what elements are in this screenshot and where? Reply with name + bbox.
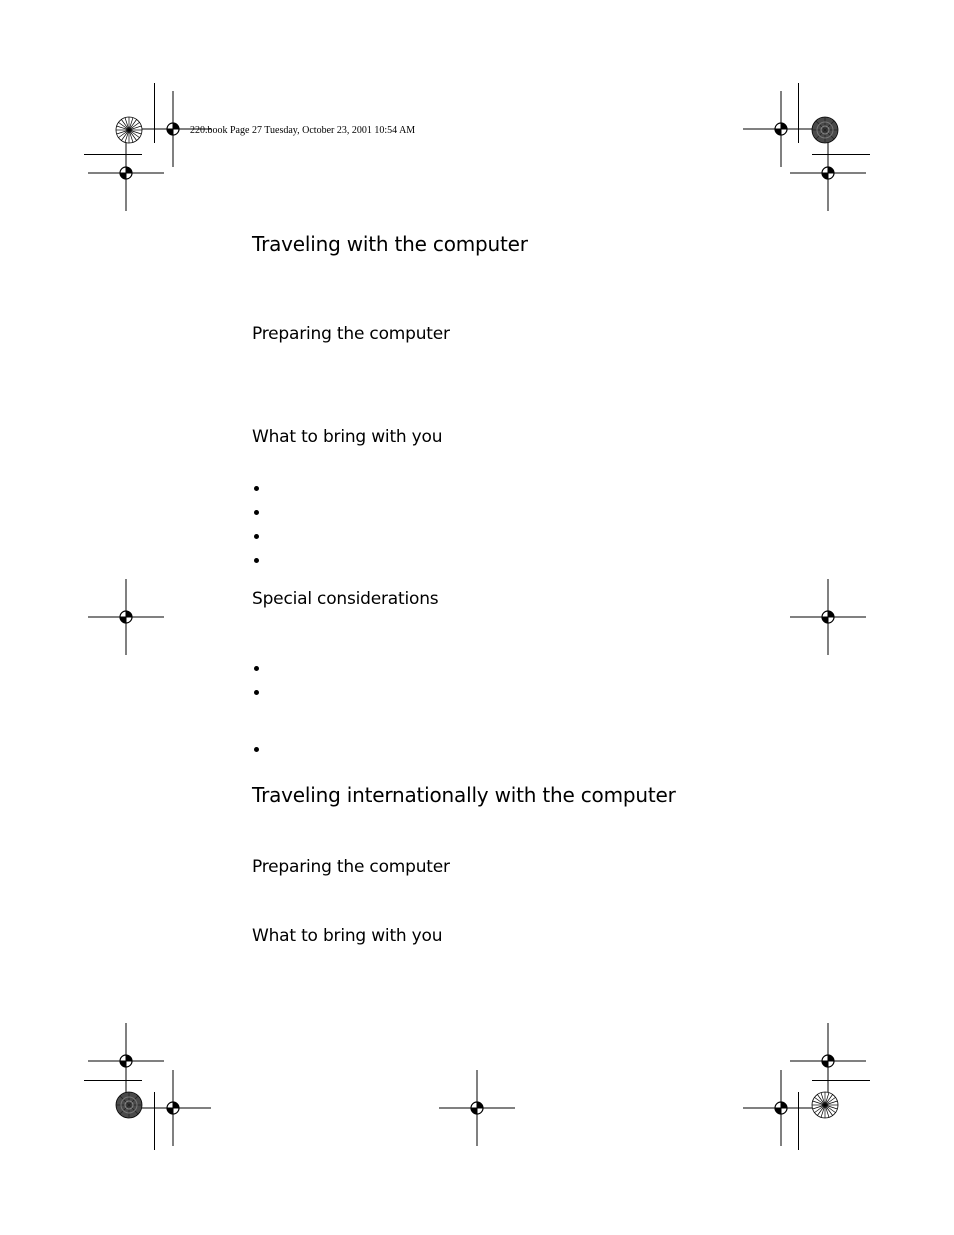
subsection-heading: Preparing the computer bbox=[252, 324, 450, 344]
bullet-marker bbox=[252, 480, 260, 496]
subsection-heading: What to bring with you bbox=[252, 427, 443, 447]
bullet-marker bbox=[252, 504, 260, 520]
registration-target-icon bbox=[743, 1070, 819, 1146]
bullet-marker bbox=[252, 528, 260, 544]
star-target-icon bbox=[115, 116, 143, 144]
registration-target-icon bbox=[88, 135, 164, 211]
section-heading: Traveling with the computer bbox=[252, 232, 528, 256]
color-target-icon bbox=[811, 116, 839, 144]
bullet-marker bbox=[252, 684, 260, 700]
color-target-icon bbox=[115, 1091, 143, 1119]
subsection-heading: Preparing the computer bbox=[252, 857, 450, 877]
print-slug: 220.book Page 27 Tuesday, October 23, 2001 10:54 AM bbox=[190, 125, 416, 136]
registration-target-icon bbox=[439, 1070, 515, 1146]
subsection-heading: What to bring with you bbox=[252, 926, 443, 946]
registration-target-icon bbox=[88, 579, 164, 655]
registration-target-icon bbox=[790, 135, 866, 211]
subsection-heading: Special considerations bbox=[252, 589, 439, 609]
bullet-marker bbox=[252, 741, 260, 757]
star-target-icon bbox=[811, 1091, 839, 1119]
bullet-marker bbox=[252, 552, 260, 568]
registration-target-icon bbox=[790, 579, 866, 655]
bullet-marker bbox=[252, 660, 260, 676]
registration-target-icon bbox=[135, 1070, 211, 1146]
section-heading: Traveling internationally with the computer bbox=[252, 783, 676, 807]
